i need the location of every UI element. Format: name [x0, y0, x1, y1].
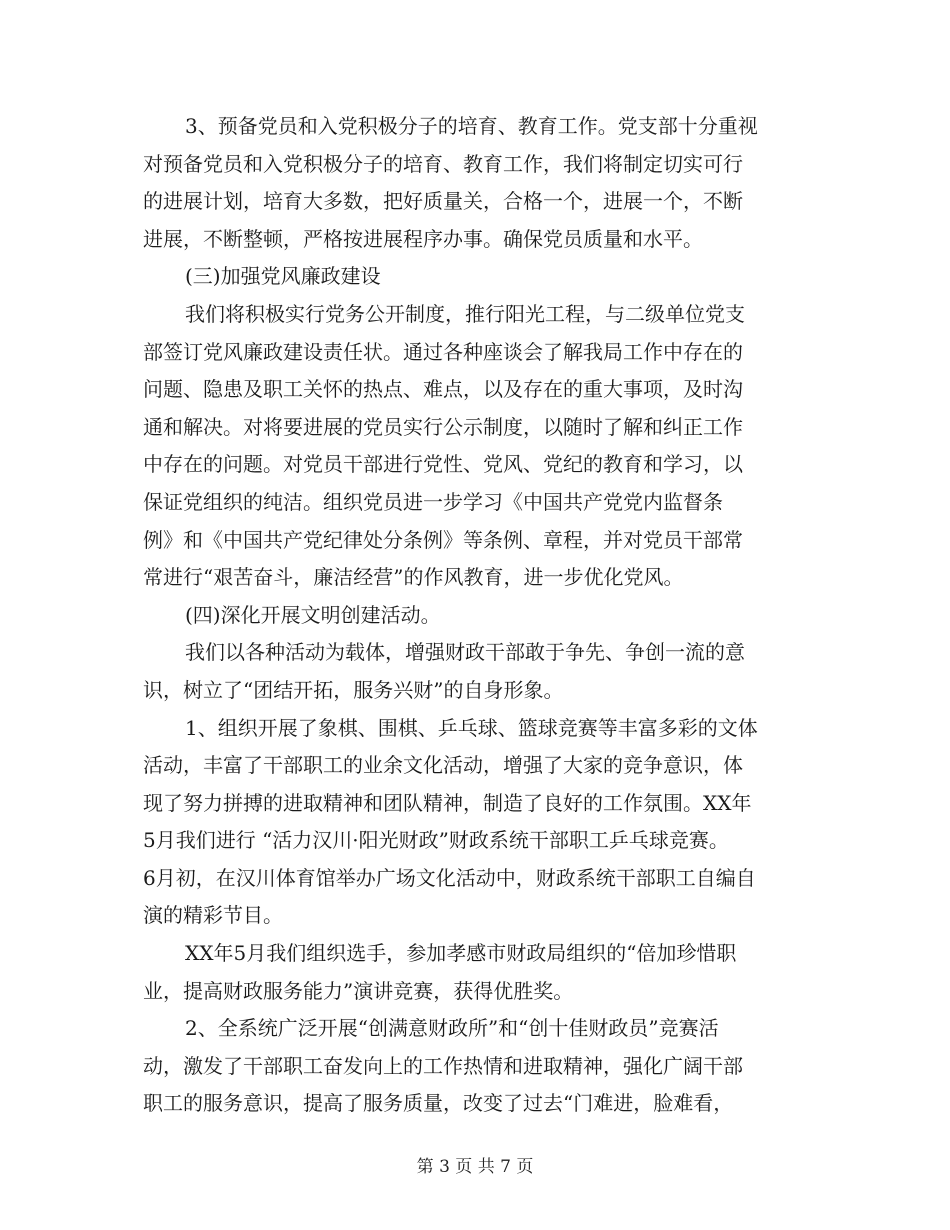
paragraph-line: 现了努力拼搏的进取精神和团队精神，制造了良好的工作氛围。XX年	[143, 790, 752, 815]
paragraph-line: 3、预备党员和入党积极分子的培育、教育工作。党支部十分重视	[185, 114, 758, 138]
paragraph-line: 5月我们进行 “活力汉川·阳光财政”财政系统干部职工乒乓球竞赛。	[143, 828, 729, 853]
paragraph-line: 例》和《中国共产党纪律处分条例》等条例、章程，并对党员干部常	[143, 527, 743, 552]
paragraph-line: 业，提高财政服务能力”演讲竞赛，获得优胜奖。	[143, 978, 574, 1003]
section-heading: (四)深化开展文明创建活动。	[185, 602, 441, 627]
paragraph-line: 1、组织开展了象棋、围棋、乒乓球、篮球竞赛等丰富多彩的文体	[185, 715, 758, 740]
paragraph-line: 问题、隐患及职工关怀的热点、难点，以及存在的重大事项，及时沟	[143, 377, 743, 402]
paragraph-line: 我们以各种活动为载体，增强财政干部敢于争先、争创一流的意	[185, 640, 745, 665]
paragraph-line: 动，激发了干部职工奋发向上的工作热情和进取精神，强化广阔干部	[143, 1053, 743, 1078]
paragraph-line: 我们将积极实行党务公开制度，推行阳光工程，与二级单位党支	[185, 301, 745, 326]
paragraph-line: 的进展计划，培育大多数，把好质量关，合格一个，进展一个，不断	[143, 189, 743, 214]
paragraph-line: 进展，不断整顿，严格按进展程序办事。确保党员质量和水平。	[143, 226, 703, 251]
paragraph-line: 通和解决。对将要进展的党员实行公示制度，以随时了解和纠正工作	[143, 414, 743, 439]
paragraph-line: 中存在的问题。对党员干部进行党性、党风、党纪的教育和学习，以	[143, 452, 743, 477]
paragraph-line: 职工的服务意识，提高了服务质量，改变了过去“门难进，脸难看，	[143, 1091, 734, 1116]
paragraph-line: 演的精彩节目。	[143, 903, 283, 928]
section-heading: (三)加强党风廉政建设	[185, 264, 381, 289]
paragraph-line: XX年5月我们组织选手，参加孝感市财政局组织的“倍加珍惜职	[185, 941, 737, 966]
paragraph-line: 常进行“艰苦奋斗，廉洁经营”的作风教育，进一步优化党风。	[143, 565, 684, 590]
page-footer: 第 3 页 共 7 页	[416, 1157, 534, 1177]
paragraph-line: 2、全系统广泛开展“创满意财政所”和“创十佳财政员”竞赛活	[185, 1016, 719, 1041]
paragraph-line: 识，树立了“团结开拓，服务兴财”的自身形象。	[143, 677, 564, 702]
paragraph-line: 保证党组织的纯洁。组织党员进一步学习《中国共产党党内监督条	[143, 489, 723, 514]
document-body	[143, 108, 807, 1123]
paragraph-line: 部签订党风廉政建设责任状。通过各种座谈会了解我局工作中存在的	[143, 339, 743, 364]
paragraph-line: 对预备党员和入党积极分子的培育、教育工作，我们将制定切实可行	[143, 151, 743, 176]
paragraph-line: 活动，丰富了干部职工的业余文化活动，增强了大家的竞争意识，体	[143, 753, 743, 778]
paragraph-line: 6月初，在汉川体育馆举办广场文化活动中，财政系统干部职工自编自	[143, 865, 756, 890]
